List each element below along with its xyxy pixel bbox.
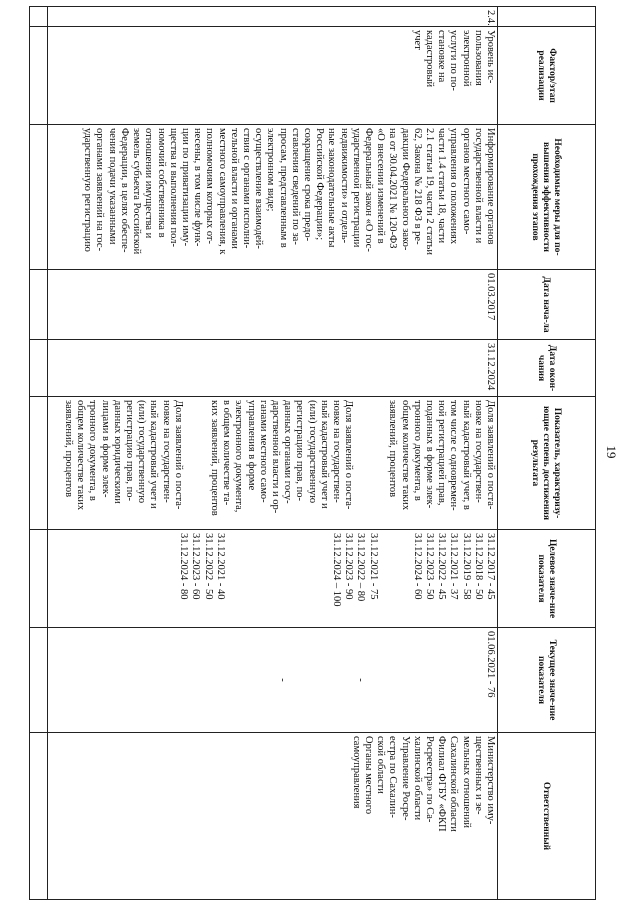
header-number	[498, 7, 596, 27]
responsible-rosreestr: Управление Росре- естра по Сахалин- ской области	[375, 736, 411, 821]
cell-end-date: 31.12.2024	[48, 340, 498, 397]
cell-factor: Уровень ис- пользования электронной услуги по по- становке на кадастровый учет	[48, 27, 498, 125]
header-indicator: Показатель, характеризу-ющие степень достижения результата	[498, 397, 596, 530]
header-current-value: Текущее значе-ние показателя	[498, 628, 596, 733]
header-target-value: Целевое значе-ние показателя	[498, 530, 596, 628]
current-value-3: -	[276, 678, 288, 682]
table-header-row	[498, 7, 596, 900]
header-responsible: Ответственный	[498, 733, 596, 900]
cell-indicators	[48, 397, 498, 530]
cell-current	[48, 628, 498, 733]
cell-responsible	[48, 733, 498, 900]
header-start-date: Дата нача-ла	[498, 270, 596, 340]
page-number: 19	[604, 445, 619, 459]
indicator-1: Доля заявлений о поста- новке на государствен- ный кадастровый учет, в том числе с одновремен- ной регистрацией прав, поданных в форме элек- тронного документа, в общем количестве таких заявлений, процентов	[387, 400, 496, 511]
measures-table	[29, 6, 596, 900]
responsible-local-government: Органы местного самоуправления	[350, 736, 374, 815]
header-factor: Фактор/этап реализации	[498, 27, 596, 125]
current-value-1: 01.06.2021 - 76	[485, 631, 496, 698]
cell-targets	[48, 530, 498, 628]
cell-start-date: 01.03.2017	[48, 270, 498, 340]
responsible-ministry: Министерство иму- щественных и зе- мельных отношений Сахалинской области	[448, 736, 496, 832]
indicator-2: Доля заявлений о поста- новке на государствен- ный кадастровый учет и (или) государственную регистрацию прав, по- данных органами госу- дарственной власти и ор- ганами местного само- управления в форме электронного документа, в общем количестве та- ких заявлений, процентов	[208, 400, 355, 516]
table-row-empty	[30, 7, 48, 900]
responsible-fkp-branch: Филиал ФГБУ «ФКП Росреестра» по Са- халинской области	[411, 736, 448, 832]
indicator-3: Доля заявлений о поста- новке на государствен- ный кадастровый учет и (или) государственную регистрацию прав, по- данных юридическими лицами в форме элек- тронного документа, в общем количестве таких заявлений, процентов	[62, 400, 184, 511]
cell-number: 2.4.	[48, 7, 498, 27]
current-value-2: -	[354, 678, 366, 682]
target-values-1: 31.12.2017 - 45 31.12.2018 - 50 31.12.2019 - 58 31.12.2021 - 37 31.12.2022 - 45 31.12.2023 - 50 31.12.2024 - 60	[411, 533, 496, 600]
table-row	[48, 7, 498, 900]
target-values-2: 31.12.2021 - 75 31.12.2022 – 80 31.12.2023 - 90 31.12.2024 – 100	[330, 533, 379, 607]
header-measures: Необходимые меры для по-вышения эффективности прохождения этапов	[498, 125, 596, 270]
target-values-3: 31.12.2021 - 40 31.12.2022 - 50 31.12.2023 - 60 31.12.2024 - 80	[178, 533, 226, 600]
cell-measures: Информирование органов государственной власти и органов местного само- управления о положениях части 1.4 статьи 18, части 2.1 статьи 19, части 2 статьи 62, Закона № 218 ФЗ в ре- дакции Федерального зако- на от 30.04.2021 № 120-ФЗ «О внесении изменений в Федеральный закон «О гос- ударственной регистрации недвижимости» и отдель- ные законодательные акты Российской Федерации»; сокращение срока предо- ставления сведений по за- просам, представленным в электронном виде; осуществление взаимодей- ствия с органами исполни- тельной власти и органами местного самоуправления, к полномочиям которых от- несены, в том числе функ- ции по приватизации иму- щества и выполнения пол- номочий собственника в отношении имущества и земель субъекта Российской Федерации, в целях обеспе- чения подачи указанными органами заявлений на гос- ударственную регистрацию	[48, 125, 498, 270]
header-end-date: Дата окон-чания	[498, 340, 596, 397]
rotated-sheet	[30, 0, 602, 905]
